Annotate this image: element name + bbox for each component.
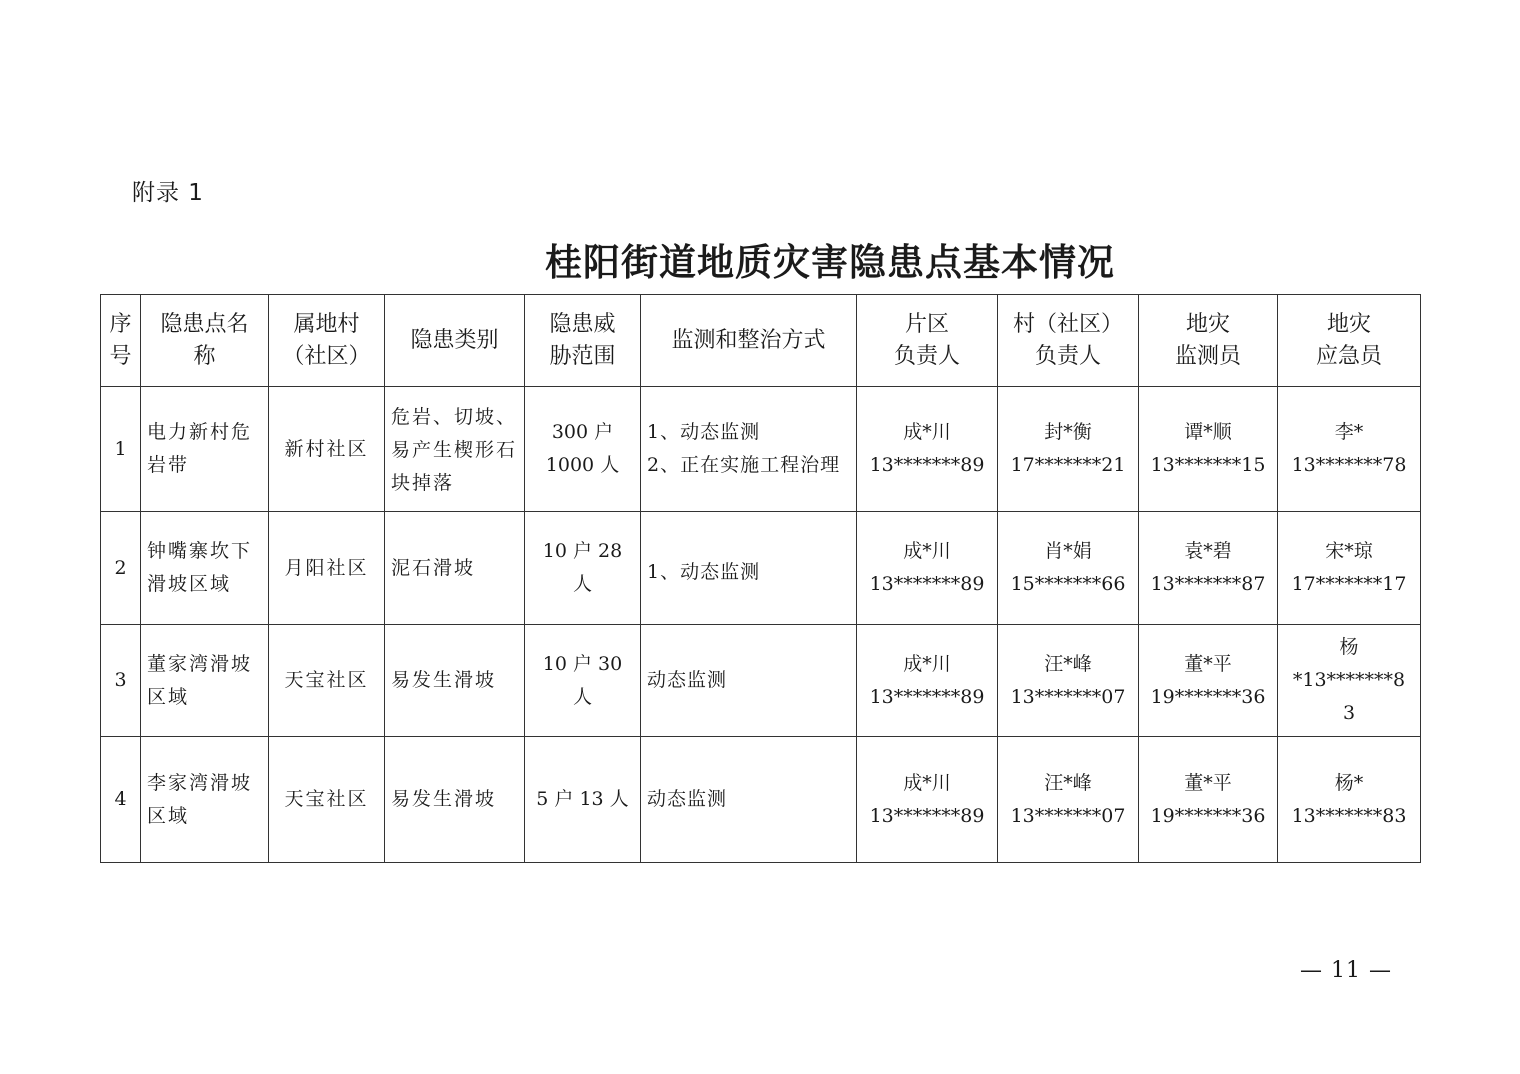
person-phone: 17*******21 <box>1010 454 1126 476</box>
cell-seq: 3 <box>101 625 141 737</box>
header-method-line1: 监测和整治方式 <box>671 327 826 353</box>
cell-monitor <box>1139 625 1278 737</box>
cell-type: 易发生滑坡 <box>385 625 525 737</box>
cell-name: 董家湾滑坡区域 <box>141 625 269 737</box>
header-type-line1: 隐患类别 <box>410 327 499 353</box>
header-responder <box>1278 295 1421 387</box>
header-method <box>641 295 857 387</box>
cell-village-head <box>998 737 1139 863</box>
person-phone: 15*******66 <box>1010 573 1126 595</box>
person-phone: 13*******15 <box>1150 454 1266 476</box>
person-phone: 13*******78 <box>1291 454 1407 476</box>
person-phone: 19*******36 <box>1150 685 1266 708</box>
person-name: 成*川 <box>903 771 951 794</box>
header-area-head <box>857 295 998 387</box>
cell-method <box>641 512 857 625</box>
cell-community: 天宝社区 <box>269 737 385 863</box>
cell-monitor <box>1139 512 1278 625</box>
cell-range <box>525 737 641 863</box>
hazard-points-table <box>100 294 1421 863</box>
cell-range <box>525 625 641 737</box>
header-community-line1: 属地村 <box>293 311 360 337</box>
cell-monitor <box>1139 737 1278 863</box>
person-name: 汪*峰 <box>1044 771 1092 794</box>
page-number: — 11 — <box>1300 958 1392 983</box>
person-phone: 13*******87 <box>1150 573 1266 595</box>
person-name: 成*川 <box>903 421 951 443</box>
header-seq-line1: 序 <box>109 311 132 337</box>
person-phone: *13*******8 <box>1292 669 1406 691</box>
cell-range-line2: 1000 人 <box>545 454 620 476</box>
header-responder-line2: 应急员 <box>1315 343 1382 369</box>
cell-method-line2: 2、正在实施工程治理 <box>647 454 841 476</box>
cell-responder <box>1278 387 1421 512</box>
header-monitor-line1: 地灾 <box>1185 311 1230 337</box>
header-community <box>269 295 385 387</box>
person-phone: 13*******89 <box>869 804 985 827</box>
table-row <box>101 387 1421 512</box>
cell-type: 易发生滑坡 <box>385 737 525 863</box>
cell-method <box>641 625 857 737</box>
cell-type: 危岩、切坡、易产生楔形石块掉落 <box>385 387 525 512</box>
cell-range <box>525 387 641 512</box>
person-name: 肖*娟 <box>1044 540 1092 562</box>
header-range-line2: 胁范围 <box>549 343 616 369</box>
person-name: 董*平 <box>1184 771 1232 794</box>
person-name: 袁*碧 <box>1184 540 1232 562</box>
header-responder-line1: 地灾 <box>1326 311 1371 337</box>
header-seq-line2: 号 <box>109 343 132 369</box>
document-title: 桂阳街道地质灾害隐患点基本情况 <box>545 240 1115 284</box>
header-area-head-line1: 片区 <box>904 311 949 337</box>
cell-seq: 2 <box>101 512 141 625</box>
cell-monitor <box>1139 387 1278 512</box>
table-row <box>101 737 1421 863</box>
cell-name: 电力新村危岩带 <box>141 387 269 512</box>
cell-responder <box>1278 512 1421 625</box>
person-phone: 13*******89 <box>869 454 985 476</box>
cell-range-line1: 300 户 <box>551 421 614 443</box>
cell-village-head <box>998 387 1139 512</box>
header-name <box>141 295 269 387</box>
person-phone: 13*******83 <box>1291 804 1407 827</box>
cell-area-head <box>857 625 998 737</box>
table-body <box>101 387 1421 863</box>
cell-method <box>641 737 857 863</box>
cell-name: 李家湾滑坡区域 <box>141 737 269 863</box>
person-name: 汪*峰 <box>1044 652 1092 675</box>
person-phone: 13*******07 <box>1010 804 1126 827</box>
table-row <box>101 512 1421 625</box>
person-phone: 13*******07 <box>1010 685 1126 708</box>
header-name-line2: 称 <box>193 343 216 369</box>
person-phone: 17*******17 <box>1291 573 1407 595</box>
person-phone: 13*******89 <box>869 573 985 595</box>
cell-responder <box>1278 737 1421 863</box>
cell-range-line1: 5 户 13 人 <box>536 788 629 810</box>
header-range <box>525 295 641 387</box>
person-name: 李* <box>1334 421 1364 443</box>
cell-method <box>641 387 857 512</box>
cell-area-head <box>857 387 998 512</box>
person-name: 宋*琼 <box>1325 540 1373 562</box>
cell-method-line1: 动态监测 <box>647 788 728 810</box>
cell-seq: 4 <box>101 737 141 863</box>
cell-seq: 1 <box>101 387 141 512</box>
cell-area-head <box>857 737 998 863</box>
cell-range-line1: 10 户 30 人 <box>542 652 623 708</box>
cell-method-line1: 动态监测 <box>647 669 728 691</box>
header-area-head-line2: 负责人 <box>893 343 960 369</box>
person-phone: 13*******89 <box>869 685 985 708</box>
header-type <box>385 295 525 387</box>
cell-type: 泥石滑坡 <box>385 512 525 625</box>
header-community-line2: （社区） <box>282 343 371 369</box>
cell-area-head <box>857 512 998 625</box>
header-name-line1: 隐患点名 <box>160 311 249 337</box>
cell-method-line1: 1、动态监测 <box>647 421 761 443</box>
person-name: 董*平 <box>1184 652 1232 675</box>
cell-village-head <box>998 512 1139 625</box>
header-row <box>101 295 1421 387</box>
appendix-label: 附录 1 <box>132 180 204 206</box>
person-name: 成*川 <box>903 540 951 562</box>
person-phone-overflow: 3 <box>1342 702 1356 724</box>
cell-community: 新村社区 <box>269 387 385 512</box>
cell-range-line1: 10 户 28 人 <box>542 540 623 595</box>
cell-village-head <box>998 625 1139 737</box>
person-name: 封*衡 <box>1044 421 1092 443</box>
cell-community: 月阳社区 <box>269 512 385 625</box>
header-seq <box>101 295 141 387</box>
cell-range <box>525 512 641 625</box>
cell-method-line1: 1、动态监测 <box>647 560 761 583</box>
header-village-head-line1: 村（社区） <box>1012 311 1123 337</box>
person-name: 成*川 <box>903 652 951 675</box>
header-village-head <box>998 295 1139 387</box>
cell-responder <box>1278 625 1421 737</box>
person-name: 杨* <box>1334 771 1364 794</box>
table-header <box>101 295 1421 387</box>
header-range-line1: 隐患威 <box>549 311 616 337</box>
cell-community: 天宝社区 <box>269 625 385 737</box>
table-row <box>101 625 1421 737</box>
person-phone: 19*******36 <box>1150 804 1266 827</box>
header-village-head-line2: 负责人 <box>1034 343 1101 369</box>
person-name: 谭*顺 <box>1184 421 1232 443</box>
person-name: 杨 <box>1339 636 1359 658</box>
header-monitor-line2: 监测员 <box>1174 343 1241 369</box>
cell-name: 钟嘴寨坎下滑坡区域 <box>141 512 269 625</box>
header-monitor <box>1139 295 1278 387</box>
